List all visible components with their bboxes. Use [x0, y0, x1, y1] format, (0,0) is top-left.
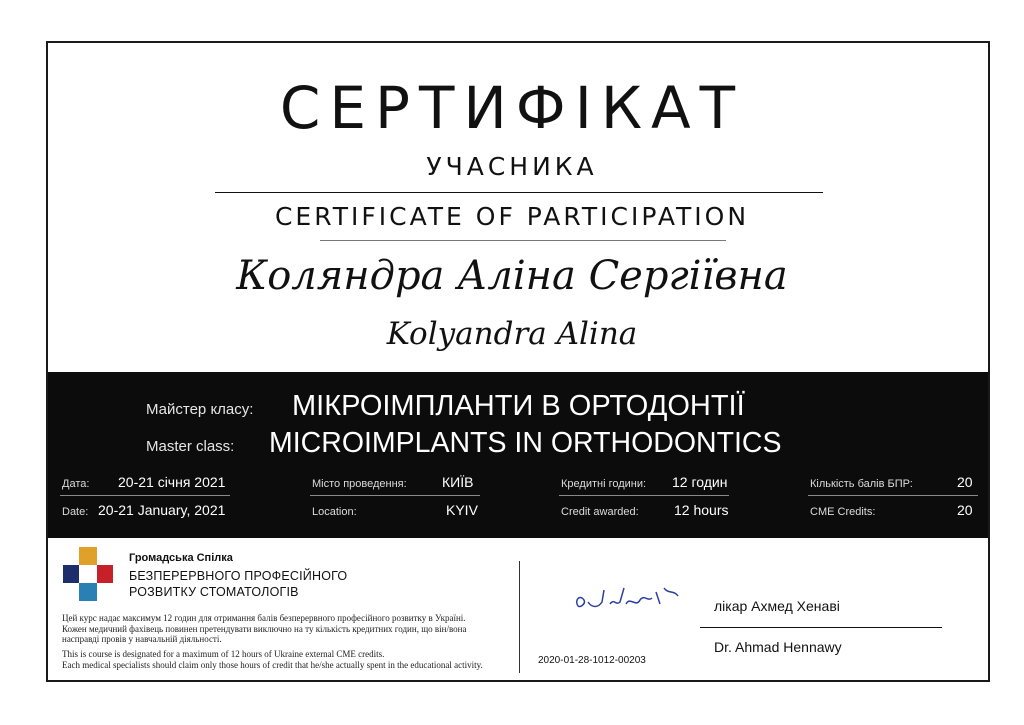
city-value-uk: КИЇВ — [442, 474, 474, 490]
doctor-name-uk: лікар Ахмед Хенаві — [714, 598, 840, 614]
organization-name-line2: РОЗВИТКУ СТОМАТОЛОГІВ — [129, 585, 299, 599]
points-divider — [808, 495, 978, 496]
points-value-en: 20 — [957, 502, 973, 518]
date-value-en: 20-21 January, 2021 — [98, 502, 226, 518]
points-label-uk: Кількість балів БПР: — [810, 478, 913, 490]
city-label-uk: Місто проведення: — [312, 478, 407, 490]
points-label-en: CME Credits: — [810, 506, 876, 518]
fineprint-en-2: Each medical specialists should claim only those hours of credit that he/she actually spent in the educational activity. — [62, 659, 483, 670]
city-label-en: Location: — [312, 506, 357, 518]
doctor-signature — [570, 578, 690, 618]
fineprint-uk-3: насправді провів у навчальній діяльності. — [62, 634, 222, 644]
certificate-subtitle: УЧАСНИКА — [426, 152, 598, 181]
master-class-label-en: Master class: — [146, 438, 235, 455]
course-title-uk: МІКРОІМПЛАНТИ В ОРТОДОНТІЇ — [292, 390, 745, 422]
fineprint-uk-1: Цей курс надає максимум 12 годин для отримання балів безперервного професійного розвитку в Україні. — [62, 613, 466, 623]
signature-line — [700, 627, 942, 628]
organization-logo — [63, 547, 113, 601]
hours-divider — [559, 495, 729, 496]
hours-label-en: Credit awarded: — [561, 506, 639, 518]
hours-value-en: 12 hours — [674, 502, 729, 518]
certificate-code: 2020-01-28-1012-00203 — [538, 655, 646, 666]
date-value-uk: 20-21 січня 2021 — [118, 474, 226, 490]
city-value-en: KYIV — [446, 502, 478, 518]
hours-value-uk: 12 годин — [672, 474, 728, 490]
points-value-uk: 20 — [957, 474, 973, 490]
course-band — [48, 372, 988, 538]
title-divider — [215, 192, 823, 193]
date-label-en: Date: — [62, 506, 89, 518]
participant-name-en: Kolyandra Alina — [386, 316, 638, 352]
doctor-name-en: Dr. Ahmad Hennawy — [714, 639, 842, 655]
organization-name-line1: БЕЗПЕРЕРВНОГО ПРОФЕСІЙНОГО — [129, 569, 348, 583]
fineprint-en-1: This is course is designated for a maximum of 12 hours of Ukraine external CME credits. — [62, 649, 385, 659]
master-class-label-uk: Майстер класу: — [146, 401, 254, 418]
hours-label-uk: Кредитні години: — [561, 478, 647, 490]
city-divider — [310, 495, 480, 496]
fineprint-uk-2: Кожен медичний фахівець повинен претендувати виключно на ту кількість кредитних годин, що він/вона — [62, 623, 467, 634]
participant-name-uk: Коляндра Аліна Сергіївна — [236, 253, 788, 299]
title-underline — [320, 240, 726, 241]
certificate-title-en: CERTIFICATE OF PARTICIPATION — [274, 202, 750, 231]
date-label-uk: Дата: — [62, 478, 90, 490]
footer-divider — [519, 561, 520, 673]
certificate-title: СЕРТИФІКАТ — [279, 74, 745, 142]
date-divider — [60, 495, 230, 496]
course-title-en: MICROIMPLANTS IN ORTHODONTICS — [269, 427, 782, 459]
organization-type: Громадська Спілка — [129, 552, 233, 564]
